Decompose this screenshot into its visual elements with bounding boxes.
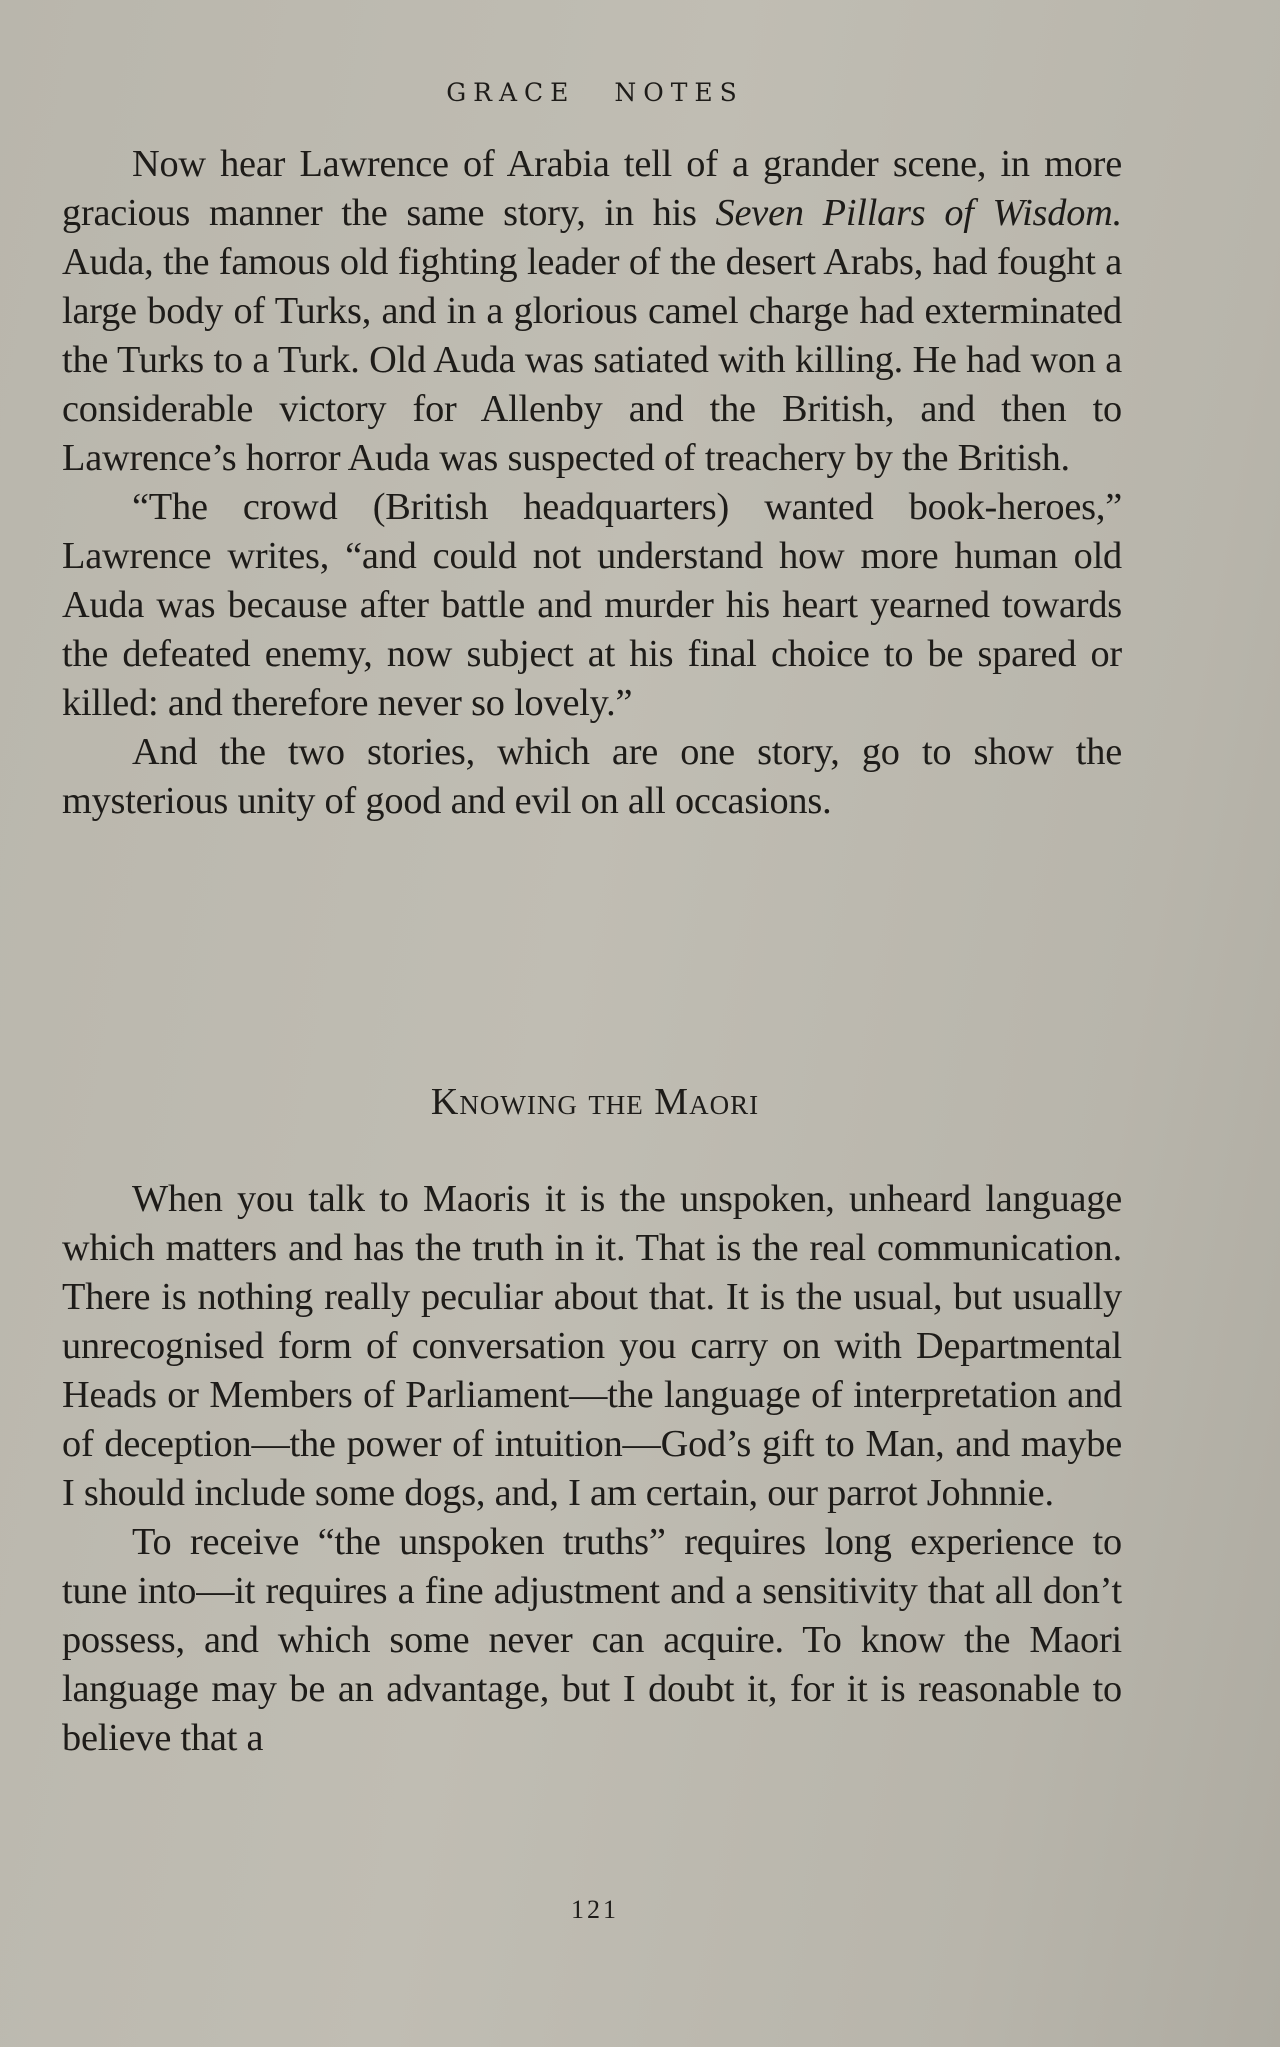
- book-title: Seven Pillars of Wisdom.: [715, 192, 1122, 234]
- section-maori-text: [62, 1175, 1122, 1763]
- section-title: Knowing the Maori: [430, 1081, 760, 1123]
- paragraph: When you talk to Maoris it is the unspoken, unheard language which matters and has the truth in it. That is the real communication. There is nothing really peculiar about that. It is the usual, but usually unrecognised form of conversation you carry on with Departmental Heads or Members of Parliament—the language of interpretation and of deception—the power of intuition—God’s gift to Man, and maybe I should include some dogs, and, I am certain, our parrot Johnnie.: [62, 1178, 1122, 1514]
- paragraph: “The crowd (British headquarters) wanted book-heroes,” Lawrence writes, “and could not understand how more human old Auda was because after battle and murder his heart yearned towards the defeated enemy, now subject at his final choice to be spared or killed: and therefore never so lovely.”: [62, 486, 1122, 724]
- section-lawrence-text: [62, 140, 1122, 826]
- paragraph-text: Auda, the famous old fighting leader of the desert Arabs, had fought a large body of Turks, and in a glorious camel charge had exterminated the Turks to a Turk. Old Auda was satiated with killing. He had won a considerable victory for Allenby and the British, and then to Lawrence’s horror Auda was suspected of treachery by the British.: [62, 241, 1122, 479]
- paragraph-text: Now hear Lawrence of Arabia tell of a grander scene, in more gracious manner the same story, in his: [62, 143, 1122, 234]
- running-head: GRACE NOTES: [446, 78, 744, 107]
- paragraph: To receive “the unspoken truths” requires long experience to tune into—it requires a fine adjustment and a sensitivity that all don’t possess, and which some never can acquire. To know the Maori language may be an advantage, but I doubt it, for it is reasonable to believe that a: [62, 1521, 1122, 1759]
- page-number: 121: [571, 1895, 619, 1924]
- paragraph: [62, 140, 1122, 483]
- paragraph: And the two stories, which are one story, go to show the mysterious unity of good and evil on all occasions.: [62, 731, 1122, 822]
